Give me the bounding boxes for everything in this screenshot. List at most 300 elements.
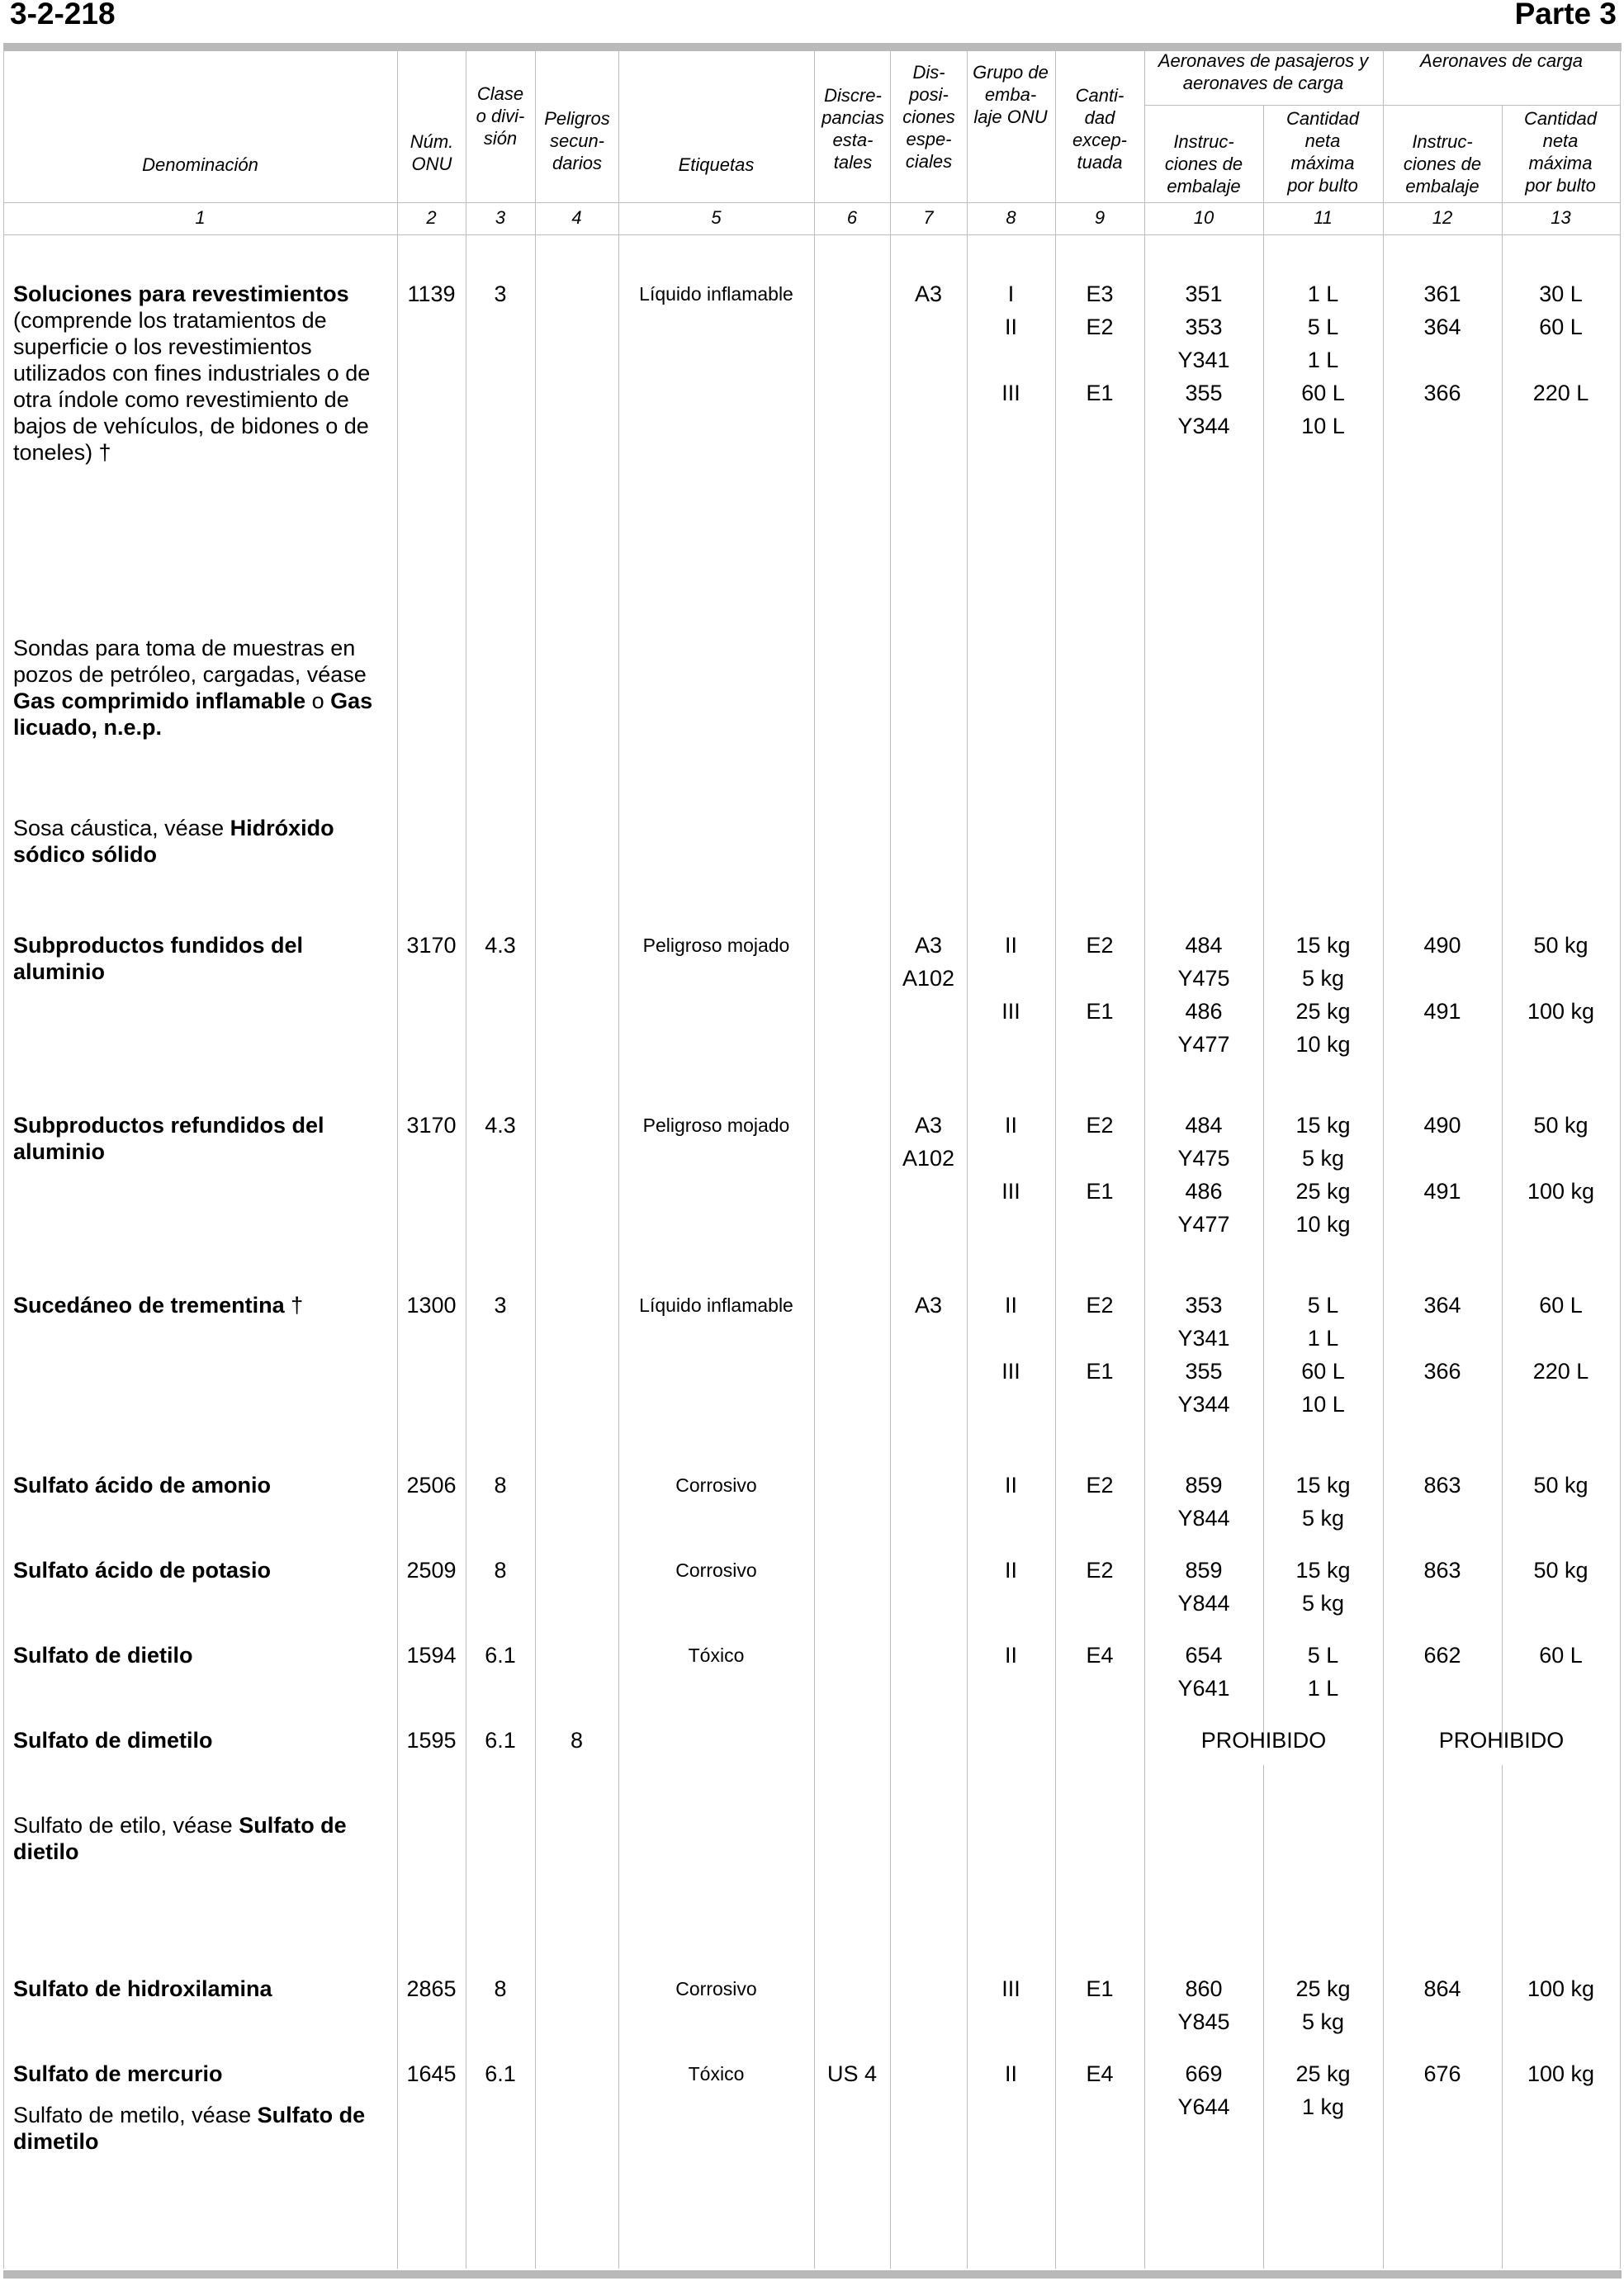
cell-line — [967, 2090, 1055, 2123]
cell-line: 60 L — [1301, 1359, 1345, 1384]
cell-cls: 3 — [494, 282, 507, 306]
cell-line — [967, 962, 1055, 995]
col-divider — [618, 48, 619, 2269]
cell-pax-pi — [1144, 1554, 1263, 1620]
col-header-cantidad-exceptuada: Canti- dad excep- tuada — [1072, 85, 1128, 173]
cell-special — [890, 1289, 967, 1322]
cell-line: Y475 — [1177, 1146, 1230, 1171]
cell-line: 15 kg — [1295, 1558, 1351, 1583]
cell-cao-pi — [1383, 1469, 1502, 1535]
entry-name — [13, 635, 391, 741]
cell-pax-qty — [1263, 929, 1383, 1061]
cell-line — [1055, 1322, 1144, 1355]
cell-label: Corrosivo — [675, 1559, 757, 1581]
cell-line: A3 — [914, 282, 943, 306]
colnum-divider — [3, 234, 1620, 235]
cross-reference-target: Gas licuado, n.e.p. — [13, 689, 373, 740]
cell-line — [1502, 1502, 1620, 1535]
cell-cao-pi — [1383, 929, 1502, 1061]
col-number: 8 — [1006, 207, 1016, 228]
entry-name — [13, 1112, 391, 1165]
cell-pg — [967, 1109, 1055, 1241]
cell-line: 25 kg — [1295, 2061, 1351, 2086]
cross-reference-target: Hidróxido sódico sólido — [13, 816, 334, 867]
cell-line: 490 — [1423, 933, 1461, 958]
col-header-pax-instrucciones: Instruc- ciones de embalaje — [1164, 131, 1243, 196]
cell-cao-qty — [1502, 1289, 1620, 1421]
cell-line — [1383, 1208, 1502, 1241]
dangerous-goods-table — [0, 48, 1624, 2269]
cell-line: A102 — [902, 1146, 955, 1171]
cell-line: 859 — [1185, 1473, 1223, 1498]
cell-line — [1383, 409, 1502, 442]
cell-pax-qty — [1263, 1972, 1383, 2038]
entry-name-bold: Subproductos fundidos del aluminio — [13, 933, 303, 984]
cell-line — [967, 409, 1055, 442]
cell-line: 50 kg — [1533, 1473, 1588, 1498]
cell-line — [1055, 1142, 1144, 1175]
cell-line: 1 L — [1307, 282, 1339, 306]
col-number: 7 — [923, 207, 934, 228]
cell-line: II — [1004, 1473, 1017, 1498]
entry-name-bold: Sucedáneo de trementina — [13, 1293, 285, 1318]
cell-line: 491 — [1423, 999, 1461, 1024]
col-header-grupo: Grupo de emba- laje ONU — [973, 62, 1049, 127]
cell-eq — [1055, 1554, 1144, 1620]
cell-un: 2865 — [406, 1976, 457, 2001]
cell-line — [967, 1208, 1055, 1241]
cell-line — [1502, 343, 1620, 376]
cell-un: 3170 — [406, 1113, 457, 1138]
cell-line: 15 kg — [1295, 1113, 1351, 1138]
cell-line: 60 L — [1539, 1293, 1583, 1318]
cell-cao-pi — [1383, 2057, 1502, 2123]
cell-line — [1383, 1672, 1502, 1705]
cell-line: Y644 — [1177, 2094, 1230, 2119]
col-number: 2 — [426, 207, 437, 228]
cell-line: 10 L — [1301, 1392, 1345, 1417]
entry-name — [13, 1642, 391, 1668]
group-header-passenger: Aeronaves de pasajeros y aeronaves de carga — [1158, 50, 1369, 93]
cell-cls: 4.3 — [485, 1113, 516, 1138]
cell-un: 1300 — [406, 1293, 457, 1318]
entry-name — [13, 815, 391, 868]
cell-cao-qty — [1502, 1639, 1620, 1705]
cell-line — [967, 1142, 1055, 1175]
cell-line — [1383, 1028, 1502, 1061]
cell-line — [1502, 1587, 1620, 1620]
cell-line: E2 — [1086, 1293, 1114, 1318]
entry-name-bold: Sulfato de hidroxilamina — [13, 1976, 272, 2001]
cell-pg — [967, 2057, 1055, 2123]
page-header — [7, 0, 1617, 43]
cross-reference-text: o — [305, 689, 331, 713]
cell-line — [1383, 343, 1502, 376]
cell-line — [967, 1502, 1055, 1535]
cell-line — [1383, 1322, 1502, 1355]
cell-line — [1383, 1388, 1502, 1421]
cell-cao-pi — [1383, 1554, 1502, 1620]
entry-name-bold: Sulfato de dietilo — [13, 1643, 193, 1668]
cell-cao-pi — [1383, 1972, 1502, 2038]
cell-line: Y341 — [1177, 348, 1230, 372]
cell-line: 25 kg — [1295, 1179, 1351, 1204]
col-number: 9 — [1094, 207, 1106, 228]
cell-line: 15 kg — [1295, 933, 1351, 958]
cell-line — [1383, 1502, 1502, 1535]
cell-line: E2 — [1086, 315, 1114, 339]
cell-line: 5 L — [1307, 315, 1339, 339]
cell-un: 1595 — [406, 1728, 457, 1753]
cell-line: 5 kg — [1301, 2009, 1345, 2034]
col-divider — [535, 48, 536, 2269]
group-header-cargo: Aeronaves de carga — [1420, 50, 1583, 71]
cell-line — [1383, 962, 1502, 995]
cell-line: 355 — [1185, 381, 1223, 405]
cell-pax-pi — [1144, 2057, 1263, 2123]
cell-line: 10 kg — [1295, 1212, 1351, 1237]
cell-cao-qty — [1502, 2057, 1620, 2123]
cell-pax-pi — [1144, 277, 1263, 442]
cross-reference-text: Sondas para toma de muestras en pozos de petróleo, cargadas, véase — [13, 636, 367, 687]
cell-un: 1139 — [407, 282, 456, 306]
cell-line: 353 — [1185, 315, 1223, 339]
cell-cls: 8 — [494, 1558, 507, 1583]
cell-eq — [1055, 1639, 1144, 1705]
cell-cao-qty — [1502, 1469, 1620, 1535]
col-number: 10 — [1193, 207, 1214, 228]
cell-special — [890, 277, 967, 310]
cell-un: 1645 — [406, 2061, 457, 2086]
cell-line: 60 L — [1539, 315, 1583, 339]
cross-reference-target: Sulfato de dietilo — [13, 1813, 347, 1864]
cell-line — [1055, 1388, 1144, 1421]
entry-name — [13, 1472, 391, 1498]
cell-line: 669 — [1185, 2061, 1223, 2086]
cell-line — [967, 1322, 1055, 1355]
cell-line: II — [1004, 1293, 1017, 1318]
cell-special — [890, 1109, 967, 1175]
cell-line: 364 — [1423, 315, 1461, 339]
cell-cls: 6.1 — [485, 1728, 516, 1753]
col-divider — [3, 48, 4, 2269]
entry-name-bold: Subproductos refundidos del aluminio — [13, 1113, 324, 1164]
cell-line: 100 kg — [1527, 999, 1595, 1024]
cell-line: 486 — [1185, 999, 1223, 1024]
col-number: 4 — [571, 207, 582, 228]
cell-line: 484 — [1185, 1113, 1223, 1138]
cell-line: Y475 — [1177, 966, 1230, 991]
cell-line: 366 — [1423, 1359, 1461, 1384]
col-header-peligros: Peligros secun- darios — [544, 108, 610, 173]
footer-rule — [3, 2270, 1622, 2279]
cell-pax-qty — [1263, 277, 1383, 442]
cell-line — [1383, 1587, 1502, 1620]
cell-label: Tóxico — [688, 1644, 745, 1666]
cell-pax-pi — [1144, 1289, 1263, 1421]
col-header-clase: Clase o divi- sión — [476, 83, 525, 149]
cell-pax-pi — [1144, 1109, 1263, 1241]
cell-line: 353 — [1185, 1293, 1223, 1318]
entry-name-bold: Sulfato de mercurio — [13, 2061, 223, 2086]
cell-label: Corrosivo — [675, 1474, 757, 1496]
cell-label: Corrosivo — [675, 1978, 757, 1999]
cell-line: 30 L — [1539, 282, 1583, 306]
col-header-etiquetas: Etiquetas — [678, 154, 755, 175]
cell-cls: 8 — [494, 1473, 507, 1498]
cell-line: 1 kg — [1301, 2094, 1345, 2119]
cell-state: US 4 — [826, 2061, 878, 2086]
cell-pax-qty — [1263, 1109, 1383, 1241]
col-divider — [1620, 48, 1621, 2269]
cell-line: 5 kg — [1301, 966, 1345, 991]
cell-line: 50 kg — [1533, 1113, 1588, 1138]
cell-eq — [1055, 277, 1144, 442]
col-header-disposiciones: Dis- posi- ciones espe- ciales — [902, 62, 955, 172]
cell-line: 662 — [1423, 1643, 1461, 1668]
cell-eq — [1055, 1109, 1144, 1241]
cell-cao-pi — [1383, 1289, 1502, 1421]
cell-line: E2 — [1086, 1558, 1114, 1583]
cell-eq — [1055, 929, 1144, 1061]
cell-line: Y341 — [1177, 1326, 1230, 1351]
cell-line: 5 L — [1307, 1293, 1339, 1318]
cell-line: 1 L — [1307, 1676, 1339, 1701]
cell-line — [1055, 2005, 1144, 2038]
cell-line: 100 kg — [1527, 1179, 1595, 1204]
cell-line — [967, 1388, 1055, 1421]
cell-line — [1502, 1322, 1620, 1355]
cell-line: E2 — [1086, 1113, 1114, 1138]
entry-name — [13, 2102, 391, 2155]
cell-cls: 8 — [494, 1976, 507, 2001]
forbidden-passenger: PROHIBIDO — [1200, 1728, 1327, 1753]
entry-name-bold: Sulfato de dimetilo — [13, 1728, 213, 1753]
cross-reference-text: Sulfato de etilo, véase — [13, 1813, 239, 1838]
cell-line: I — [1007, 282, 1015, 306]
cell-label: Tóxico — [688, 2063, 745, 2085]
cell-line: 220 L — [1532, 381, 1589, 405]
cell-line: 1 L — [1307, 1326, 1339, 1351]
cell-cao-pi — [1383, 1109, 1502, 1241]
cell-line — [1055, 1208, 1144, 1241]
cell-line: 220 L — [1532, 1359, 1589, 1384]
cell-pg — [967, 1289, 1055, 1421]
cell-line: A102 — [902, 966, 955, 991]
cell-line: E1 — [1086, 999, 1114, 1024]
cell-line: II — [1004, 1113, 1017, 1138]
cell-line — [1055, 343, 1144, 376]
cell-cls: 6.1 — [485, 1643, 516, 1668]
cell-pg — [967, 929, 1055, 1061]
cell-line: 5 kg — [1301, 1506, 1345, 1531]
cell-line: Y844 — [1177, 1506, 1230, 1531]
cell-line: Y845 — [1177, 2009, 1230, 2034]
col-header-cao-cantidad: Cantidad neta máxima por bulto — [1523, 108, 1598, 196]
cell-line: 351 — [1185, 282, 1223, 306]
cell-un: 1594 — [406, 1643, 457, 1668]
cell-line — [1055, 2090, 1144, 2123]
cell-line: 25 kg — [1295, 999, 1351, 1024]
cell-line — [967, 1672, 1055, 1705]
cell-pg — [967, 1554, 1055, 1620]
entry-name — [13, 1976, 391, 2002]
cell-label: Peligroso mojado — [642, 935, 790, 956]
cell-pax-pi — [1144, 1972, 1263, 2038]
cell-line: Y477 — [1177, 1032, 1230, 1057]
cell-eq — [1055, 2057, 1144, 2123]
cell-line: Y844 — [1177, 1591, 1230, 1616]
cell-line: II — [1004, 1558, 1017, 1583]
cell-line: 5 kg — [1301, 1591, 1345, 1616]
cell-line — [1502, 1672, 1620, 1705]
cross-reference-target: Sulfato de dimetilo — [13, 2103, 366, 2154]
cell-line: E2 — [1086, 933, 1114, 958]
header-divider — [3, 202, 1620, 203]
cell-label: Peligroso mojado — [642, 1114, 790, 1136]
col-header-discrepancias: Discre- pancias esta- tales — [821, 85, 884, 173]
entry-name-bold: Sulfato ácido de potasio — [13, 1558, 272, 1583]
cell-line: 361 — [1423, 282, 1461, 306]
cell-line: 60 L — [1539, 1643, 1583, 1668]
entry-name — [13, 1557, 391, 1583]
cell-line: 1 L — [1307, 348, 1339, 372]
cell-line: 490 — [1423, 1113, 1461, 1138]
cross-reference-target: Gas comprimido inflamable — [13, 689, 306, 713]
cell-cls: 3 — [494, 1293, 507, 1318]
cell-pg — [967, 1972, 1055, 2038]
cell-pax-pi — [1144, 1639, 1263, 1705]
col-number: 3 — [495, 207, 506, 228]
col-number: 6 — [846, 207, 858, 228]
entry-name — [13, 1812, 391, 1865]
forbidden-cargo: PROHIBIDO — [1438, 1728, 1565, 1753]
col-number: 1 — [195, 207, 206, 228]
cell-line — [1055, 1502, 1144, 1535]
cell-un: 2506 — [406, 1473, 457, 1498]
cell-line: 355 — [1185, 1359, 1223, 1384]
cell-cao-qty — [1502, 1972, 1620, 2038]
entry-name — [13, 281, 391, 466]
cell-line: 364 — [1423, 1293, 1461, 1318]
cell-line: A3 — [914, 933, 943, 958]
page-reference: 3-2-218 — [10, 0, 116, 31]
cell-line — [1383, 1142, 1502, 1175]
cell-line: E1 — [1086, 1976, 1114, 2001]
cell-line: A3 — [914, 1293, 943, 1318]
cell-line — [1502, 2090, 1620, 2123]
cell-label: Líquido inflamable — [639, 1294, 793, 1316]
col-header-cao-instrucciones: Instruc- ciones de embalaje — [1403, 131, 1482, 196]
cell-line — [1055, 962, 1144, 995]
col-divider — [814, 48, 815, 2269]
cell-line — [967, 343, 1055, 376]
cell-line: E4 — [1086, 1643, 1114, 1668]
cell-eq — [1055, 1289, 1144, 1421]
cell-cao-qty — [1502, 1109, 1620, 1241]
entry-name — [13, 932, 391, 985]
cell-pax-qty — [1263, 1554, 1383, 1620]
entry-name-bold: Sulfato ácido de amonio — [13, 1473, 272, 1498]
col-divider — [397, 48, 398, 2269]
cell-line: 863 — [1423, 1473, 1461, 1498]
cell-line: III — [1001, 381, 1020, 405]
cell-line: E1 — [1086, 381, 1114, 405]
cell-line: 10 kg — [1295, 1032, 1351, 1057]
cell-special — [890, 929, 967, 995]
cell-line — [1502, 1142, 1620, 1175]
cell-un: 3170 — [406, 933, 457, 958]
cell-line — [1502, 1208, 1620, 1241]
cell-cao-qty — [1502, 1554, 1620, 1620]
cell-pax-qty — [1263, 1289, 1383, 1421]
cell-line: 50 kg — [1533, 1558, 1588, 1583]
entry-name-bold: Soluciones para revestimientos — [13, 282, 349, 306]
cell-cls: 6.1 — [485, 2061, 516, 2086]
cell-line: Y641 — [1177, 1676, 1230, 1701]
cell-cao-pi — [1383, 1639, 1502, 1705]
cell-line: E3 — [1086, 282, 1114, 306]
cell-line — [1383, 2005, 1502, 2038]
cell-line: III — [1001, 1976, 1020, 2001]
cell-un: 2509 — [406, 1558, 457, 1583]
cell-line — [1055, 1587, 1144, 1620]
cell-line: 15 kg — [1295, 1473, 1351, 1498]
entry-name-detail: (comprende los tratamientos de superficie o los revestimientos utilizados con fines industriales o de otra índole como revestimiento de bajos de vehículos, de bidones o de toneles) † — [13, 308, 371, 465]
cell-line: Y344 — [1177, 1392, 1230, 1417]
cell-line: 654 — [1185, 1643, 1223, 1668]
cell-line: E1 — [1086, 1359, 1114, 1384]
cell-line: 859 — [1185, 1558, 1223, 1583]
cell-line: 491 — [1423, 1179, 1461, 1204]
cell-sub: 8 — [570, 1728, 584, 1753]
cell-line: II — [1004, 933, 1017, 958]
cell-line — [1502, 409, 1620, 442]
cell-line — [1502, 1388, 1620, 1421]
cell-pax-pi — [1144, 1469, 1263, 1535]
cell-line: 486 — [1185, 1179, 1223, 1204]
cell-line: E4 — [1086, 2061, 1114, 2086]
col-number: 5 — [711, 207, 722, 228]
cell-line — [1383, 2090, 1502, 2123]
entry-name — [13, 1292, 391, 1318]
cell-line: 366 — [1423, 381, 1461, 405]
cross-reference-text: Sulfato de metilo, véase — [13, 2103, 258, 2127]
cell-line — [1502, 2005, 1620, 2038]
cell-line — [967, 1028, 1055, 1061]
cell-line: E2 — [1086, 1473, 1114, 1498]
col-number: 13 — [1551, 207, 1571, 228]
section-title: Parte 3 — [1514, 0, 1617, 31]
cell-line: 864 — [1423, 1976, 1461, 2001]
cell-line — [1502, 962, 1620, 995]
cell-line: 50 kg — [1533, 933, 1588, 958]
cell-line: E1 — [1086, 1179, 1114, 1204]
cell-line: Y477 — [1177, 1212, 1230, 1237]
cell-pax-pi — [1144, 929, 1263, 1061]
col-header-pax-cantidad: Cantidad neta máxima por bulto — [1285, 108, 1360, 196]
cell-line: 484 — [1185, 933, 1223, 958]
cell-pg — [967, 1469, 1055, 1535]
cell-label: Líquido inflamable — [639, 283, 793, 305]
col-header-denominacion: Denominación — [142, 154, 258, 175]
cell-line — [1055, 1028, 1144, 1061]
cell-pg — [967, 277, 1055, 442]
cell-line: 100 kg — [1527, 2061, 1595, 2086]
cell-line: 25 kg — [1295, 1976, 1351, 2001]
cell-line: 100 kg — [1527, 1976, 1595, 2001]
cell-pax-qty — [1263, 2057, 1383, 2123]
